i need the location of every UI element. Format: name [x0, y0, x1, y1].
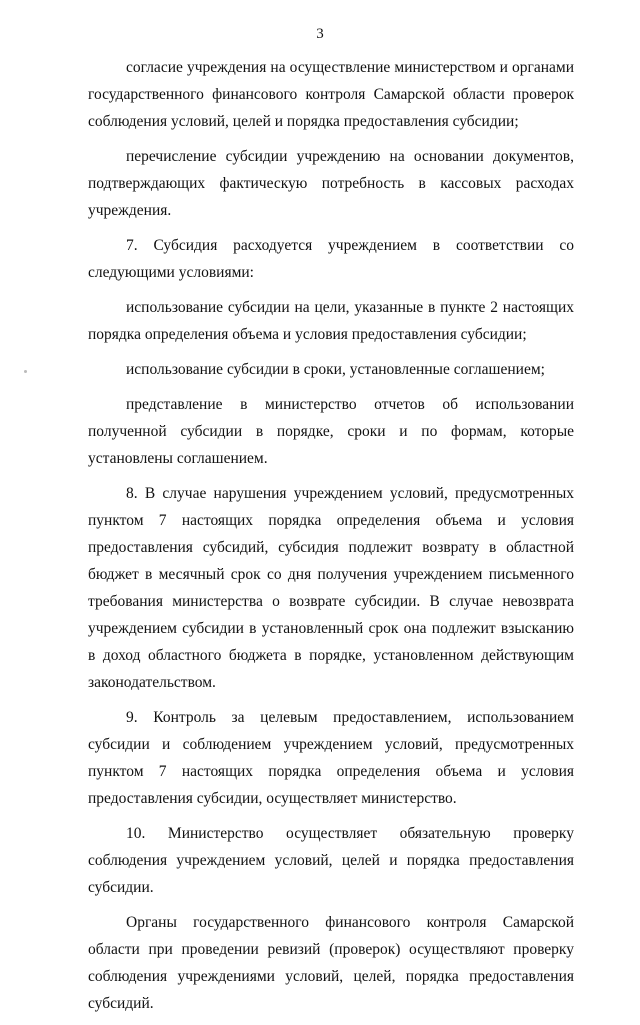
page-number: 3	[316, 26, 324, 42]
paragraph-use-for-purposes: использование субсидии на цели, указанные в пункте 2 настоящих порядка определения объема и условия предоставления субсидии;	[88, 299, 574, 343]
paragraph-clause-10: 10. Министерство осуществляет обязательную проверку соблюдения учреждением условий, целей и порядка предоставления субсидии.	[88, 825, 574, 896]
paragraph-transfer-subsidy: перечисление субсидии учреждению на основании документов, подтверждающих фактическую потребность в кассовых расходах учреждения.	[88, 148, 574, 219]
document-body	[88, 54, 574, 1025]
paragraph-consent-inspections: согласие учреждения на осуществление министерством и органами государственного финансового контроля Самарской области проверок соблюдения условий, целей и порядка предоставления субсидии;	[88, 59, 574, 130]
paragraph-use-within-terms: использование субсидии в сроки, установленные соглашением;	[126, 361, 545, 378]
scan-speck	[24, 370, 27, 373]
paragraph-clause-8: 8. В случае нарушения учреждением условий, предусмотренных пунктом 7 настоящих порядка определения объема и условия предоставления субсидий, субсидия подлежит возврату в областной бюджет в месячный срок со дня получения учреждением письменного требования министерства о возврате субсидии. В случае невозврата учреждением субсидии в установленный срок она подлежит взысканию в доход областного бюджета в порядке, установленном действующим законодательством.	[88, 485, 574, 691]
paragraph-clause-9: 9. Контроль за целевым предоставлением, использованием субсидии и соблюдением учреждением условий, предусмотренных пунктом 7 настоящих порядка определения объема и условия предоставления субсидии, осуществляет министерство.	[88, 709, 574, 807]
paragraph-clause-7: 7. Субсидия расходуется учреждением в соответствии со следующими условиями:	[88, 237, 574, 281]
paragraph-financial-control: Органы государственного финансового контроля Самарской области при проведении ревизий (проверок) осуществляют проверку соблюдения учреждениями условий, целей, порядка предоставления субсидий.	[88, 914, 574, 1012]
paragraph-reporting: представление в министерство отчетов об использовании полученной субсидии в порядке, сроки и по формам, которые установлены соглашением.	[88, 396, 574, 467]
